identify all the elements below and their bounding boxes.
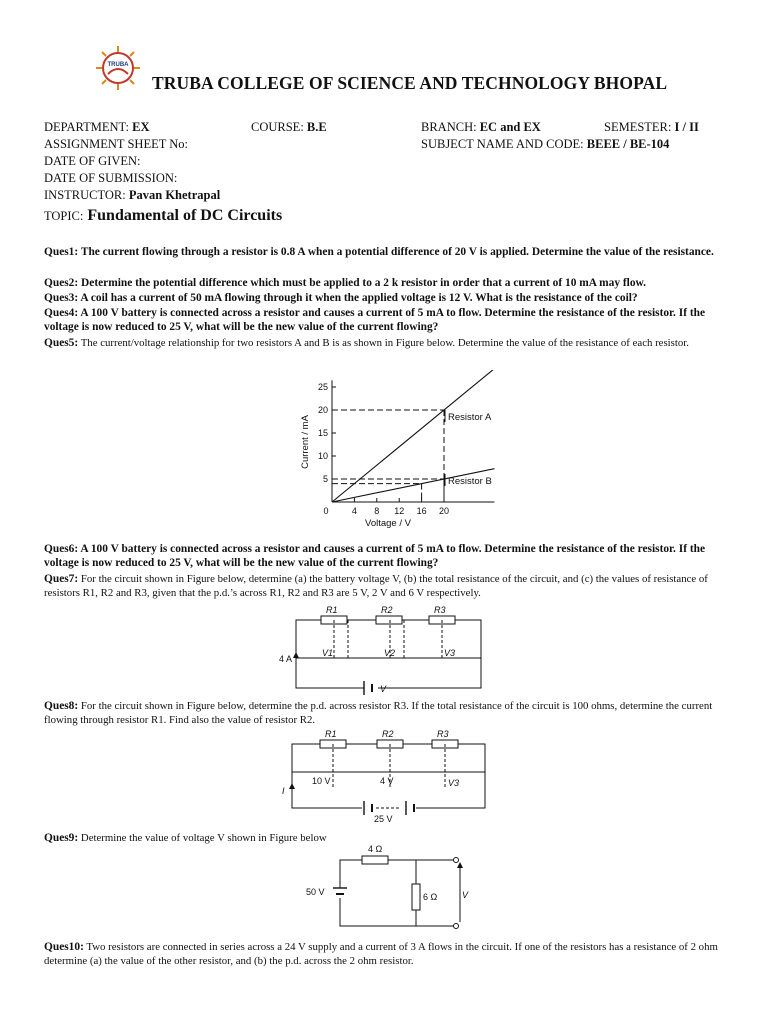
y-tick-label: 5 (322, 474, 328, 484)
label-r2: R2 (382, 729, 394, 739)
x-tick-label: 20 (438, 506, 450, 516)
label-resistor-b: Resistor B (448, 476, 492, 487)
x-tick-label: 4 (351, 506, 357, 516)
label-battery: V (380, 684, 387, 694)
topic-field: TOPIC: Fundamental of DC Circuits (44, 207, 283, 224)
question-2: Ques2: Determine the potential difference which must be applied to a 2 k resistor in order that a current of 10 mA may flow. (44, 277, 646, 289)
circuit-figure-8 (280, 728, 490, 824)
course-field: COURSE: B.E (251, 120, 327, 134)
label-r3: R3 (434, 605, 446, 615)
y-tick-label: 25 (317, 382, 328, 392)
semester-field: SEMESTER: I / II (604, 120, 699, 134)
department-field: DEPARTMENT: EX (44, 120, 150, 134)
question-9: Ques9: Determine the value of voltage V shown in Figure below (44, 832, 327, 844)
college-title: TRUBA COLLEGE OF SCIENCE AND TECHNOLOGY BHOPAL (152, 73, 668, 93)
date-given-field: DATE OF GIVEN: (44, 154, 141, 168)
label-v3: V3 (448, 778, 460, 788)
circuit-figure-9 (300, 842, 470, 932)
label-r2: R2 (381, 605, 393, 615)
assignment-field: ASSIGNMENT SHEET No: (44, 137, 188, 151)
date-submission-field: DATE OF SUBMISSION: (44, 171, 178, 185)
iv-chart (290, 370, 510, 535)
question-8: Ques8: For the circuit shown in Figure below, determine the p.d. across resistor R3. If the total resistance of the circuit is 100 ohms, determine the current flowing through resistor R1. Find also the value of resistor R2. (44, 700, 713, 726)
question-6: Ques6: A 100 V battery is connected across a resistor and causes a current of 5 mA to flow. Determine the resistance of the resistor. If the voltage is now reduced to 25 V, what will be the new value of the current flowing? (44, 543, 706, 569)
label-v2: 4 V (380, 776, 394, 786)
label-v1: V1 (322, 648, 334, 658)
label-r1: R1 (325, 729, 337, 739)
resistor-4ohm (362, 856, 388, 864)
label-v2: V2 (384, 648, 396, 658)
x-axis-label: Voltage / V (365, 518, 411, 529)
y-tick-label: 15 (317, 428, 328, 438)
label-v3: V3 (444, 648, 456, 658)
x-tick-label: 0 (323, 506, 329, 516)
question-10: Ques10: Two resistors are connected in series across a 24 V supply and a current of 3 A flows in the circuit. If one of the resistors has a resistance of 2 ohm determine (a) the value of the other resistor, and (b) the p.d. across the 2 ohm resistor. (44, 941, 718, 967)
question-3: Ques3: A coil has a current of 50 mA flowing through it when the applied voltage is 12 V. What is the resistance of the coil? (44, 292, 638, 304)
topic-title: Fundamental of DC Circuits (87, 207, 283, 224)
x-tick-label: 8 (374, 506, 380, 516)
resistor-r2 (376, 616, 402, 624)
y-tick-label: 20 (317, 405, 328, 415)
resistor-6ohm (412, 884, 420, 910)
label-4ohm: 4 Ω (368, 844, 383, 854)
branch-field: BRANCH: EC and EX (421, 120, 541, 134)
circuit-figure-7 (276, 604, 486, 698)
label-current: I (282, 786, 285, 796)
subject-field: SUBJECT NAME AND CODE: BEEE / BE-104 (421, 137, 670, 151)
current-arrow-icon (293, 652, 299, 658)
y-axis-label: Current / mA (300, 415, 311, 469)
label-output: V (462, 890, 469, 900)
question-4: Ques4: A 100 V battery is connected across a resistor and causes a current of 5 mA to flow. Determine the resistance of the resistor. If the voltage is now reduced to 25 V, what will be the new value of the current flowing? (44, 307, 706, 333)
label-source: 50 V (306, 887, 325, 897)
label-6ohm: 6 Ω (423, 892, 438, 902)
college-logo (94, 44, 142, 92)
terminal-bottom-icon (454, 924, 459, 929)
terminal-top-icon (454, 858, 459, 863)
instructor-field: INSTRUCTOR: Pavan Khetrapal (44, 188, 221, 202)
voltage-arrow-icon (457, 862, 463, 868)
label-resistor-a: Resistor A (448, 412, 492, 423)
label-r1: R1 (326, 605, 338, 615)
y-tick-label: 10 (317, 451, 328, 461)
x-tick-label: 16 (416, 506, 427, 516)
question-1: Ques1: The current flowing through a resistor is 0.8 A when a potential difference of 20 V is applied. Determine the value of the resistance. (44, 246, 714, 258)
label-v1: 10 V (312, 776, 331, 786)
question-7: Ques7: For the circuit shown in Figure below, determine (a) the battery voltage V, (b) the total resistance of the circuit, and (c) the values of resistance of resistors R1, R2 and R3, given that the p.d.’s across R1, R2 and R3 are 5 V, 2 V and 6 V respectively. (44, 573, 708, 599)
x-tick-label: 12 (394, 506, 405, 516)
logo-text: TRUBA (107, 62, 129, 68)
current-arrow-icon (289, 783, 295, 789)
question-5: Ques5: The current/voltage relationship for two resistors A and B is as shown in Figure below. Determine the value of the resistance of each resistor. (44, 337, 689, 349)
label-r3: R3 (437, 729, 449, 739)
label-battery: 25 V (374, 814, 393, 824)
label-current: 4 A (279, 654, 293, 664)
